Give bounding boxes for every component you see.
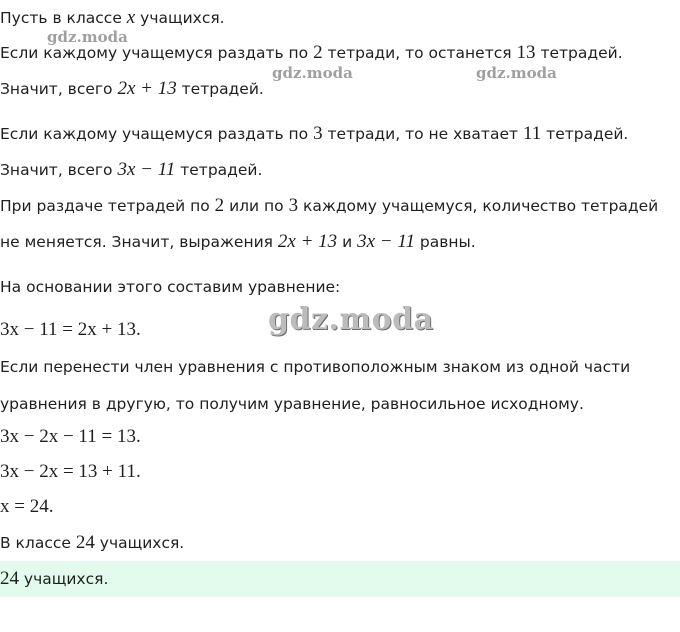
line-7: не меняется. Значит, выражения 2x + 13 и 3x − 11 равны. [0,231,476,252]
variable-x: x [126,7,136,28]
line-3: Значит, всего 2x + 13 тетрадей. [0,78,264,99]
expression: 3x − 11 [117,159,176,180]
line-2: Если каждому учащемуся раздать по 2 тетради, то останется 13 тетрадей. [0,42,623,63]
answer-text: 24 учащихся. [0,568,109,589]
watermark: gdz.moda [47,28,128,46]
line-6: При раздаче тетрадей по 2 или по 3 каждому учащемуся, количество тетрадей [0,195,659,216]
line-10: уравнения в другую, то получим уравнение, равносильное исходному. [0,395,584,413]
line-4: Если каждому учащемуся раздать по 3 тетради, то не хватает 11 тетрадей. [0,123,629,144]
equation-1: 3x − 11 = 2x + 13. [0,319,141,340]
line-11: В классе 24 учащихся. [0,532,185,553]
expression: 2x + 13 [117,78,177,99]
line-5: Значит, всего 3x − 11 тетрадей. [0,159,263,180]
equation-2: 3x − 2x − 11 = 13. [0,426,141,447]
line-9: Если перенести член уравнения с противоположным знаком из одной части [0,358,631,376]
watermark: gdz.moda [272,64,353,82]
equation-4: x = 24. [0,496,54,517]
equation-3: 3x − 2x = 13 + 11. [0,461,141,482]
watermark: gdz.moda [268,302,434,337]
watermark: gdz.moda [476,64,557,82]
line-8: На основании этого составим уравнение: [0,278,341,296]
answer-box [0,561,680,597]
line-1: Пусть в классе x учащихся. [0,7,225,28]
